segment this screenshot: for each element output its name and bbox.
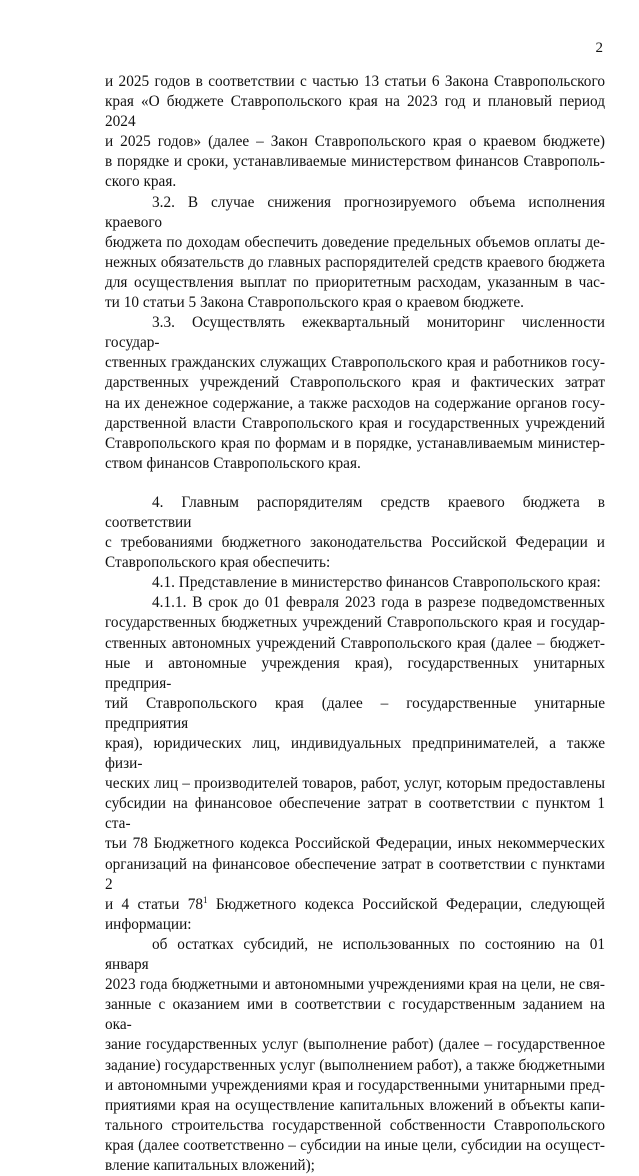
text-line: и 2025 годов» (далее – Закон Ставропольского края о краевом бюджете) <box>105 133 605 151</box>
text-line: 3.2. В случае снижения прогнозируемого объема исполнения краевого <box>105 193 605 231</box>
text-line: 2023 года бюджетными и автономными учреждениями края на цели, не свя- <box>105 976 605 994</box>
text-line: занные с оказанием ими в соответствии с государственным заданием на ока- <box>105 996 605 1034</box>
text-line: Ставропольского края обеспечить: <box>105 554 331 572</box>
text-line: организаций на финансовое обеспечение затрат в соответствии с пунктами 2 <box>105 855 605 893</box>
text-line: ского края. <box>105 173 177 191</box>
text-line: зание государственных услуг (выполнение работ) (далее – государственное <box>105 1036 605 1054</box>
text-line: ческих лиц – производителей товаров, работ, услуг, которым предоставлены <box>105 775 605 793</box>
text-line: тий Ставропольского края (далее – государственные унитарные предприятия <box>105 694 605 732</box>
text-fragment: Бюджетного кодекса Российской Федерации, следующей <box>207 895 605 913</box>
text-line: дарственных учреждений Ставропольского края и фактических затрат <box>105 374 605 392</box>
text-line: ственных автономных учреждений Ставропольского края (далее – бюджет- <box>105 634 605 652</box>
text-line: для осуществления выплат по приоритетным расходам, указанным в час- <box>105 273 605 291</box>
text-line: с требованиями бюджетного законодательства Российской Федерации и <box>105 534 605 552</box>
text-line: ством финансов Ставропольского края. <box>105 454 361 472</box>
superscript: 1 <box>203 894 208 905</box>
text-line: края «О бюджете Ставропольского края на 2023 год и плановый период 2024 <box>105 93 605 131</box>
text-line: края), юридических лиц, индивидуальных предпринимателей, а также физи- <box>105 735 605 773</box>
text-line: и автономными учреждениями края и государственными унитарными пред- <box>105 1076 605 1094</box>
text-line: вление капитальных вложений); <box>105 1156 315 1174</box>
text-line: об остатках субсидий, не использованных по состоянию на 01 января <box>105 935 605 974</box>
text-line: края (далее соответственно – субсидии на иные цели, субсидии на осущест- <box>105 1136 605 1154</box>
text-line: бюджета по доходам обеспечить доведение предельных объемов оплаты де- <box>105 233 605 251</box>
document-body <box>105 72 605 1176</box>
text-line: 4.1.1. В срок до 01 февраля 2023 года в разрезе подведомственных <box>152 594 605 612</box>
text-line: ти 10 статьи 5 Закона Ставропольского края о краевом бюджете. <box>105 294 524 312</box>
text-line: 3.3. Осуществлять ежеквартальный мониторинг численности государ- <box>105 314 605 352</box>
text-line: дарственной власти Ставропольского края и государственных учреждений <box>105 414 605 432</box>
paragraph-gap <box>105 474 605 493</box>
text-line: на их денежное содержание, а также расходов на содержание органов госу- <box>105 394 605 412</box>
text-line: субсидии на финансовое обеспечение затрат в соответствии с пунктом 1 ста- <box>105 795 605 833</box>
text-line: задание) государственных услуг (выполнением работ), а также бюджетными <box>105 1056 605 1074</box>
text-line: 4. Главным распорядителям средств краевого бюджета в соответствии <box>105 493 605 531</box>
text-line: тального строительства государственной собственности Ставропольского <box>105 1116 605 1134</box>
text-line: государственных бюджетных учреждений Ставропольского края и государ- <box>105 614 605 632</box>
text-line: приятиями края на осуществление капитальных вложений в объекты капи- <box>105 1096 605 1114</box>
text-line: ные и автономные учреждения края), государственных унитарных предприя- <box>105 654 605 692</box>
text-line: в порядке и сроки, устанавливаемые министерством финансов Ставрополь- <box>105 153 605 171</box>
text-line: Ставропольского края по формам и в порядке, устанавливаемым министер- <box>105 434 605 452</box>
text-fragment: и 4 статьи 78 <box>105 895 204 913</box>
text-line: тьи 78 Бюджетного кодекса Российской Федерации, иных некоммерческих <box>105 835 605 853</box>
text-line: информации: <box>105 915 192 933</box>
text-line: ственных гражданских служащих Ставропольского края и работников госу- <box>105 354 605 372</box>
page-number: 2 <box>595 40 603 56</box>
text-line: 4.1. Представление в министерство финансов Ставропольского края: <box>152 574 601 592</box>
text-line: нежных обязательств до главных распорядителей средств краевого бюджета <box>105 253 605 271</box>
text-line: и 2025 годов в соответствии с частью 13 статьи 6 Закона Ставропольского <box>105 73 605 90</box>
